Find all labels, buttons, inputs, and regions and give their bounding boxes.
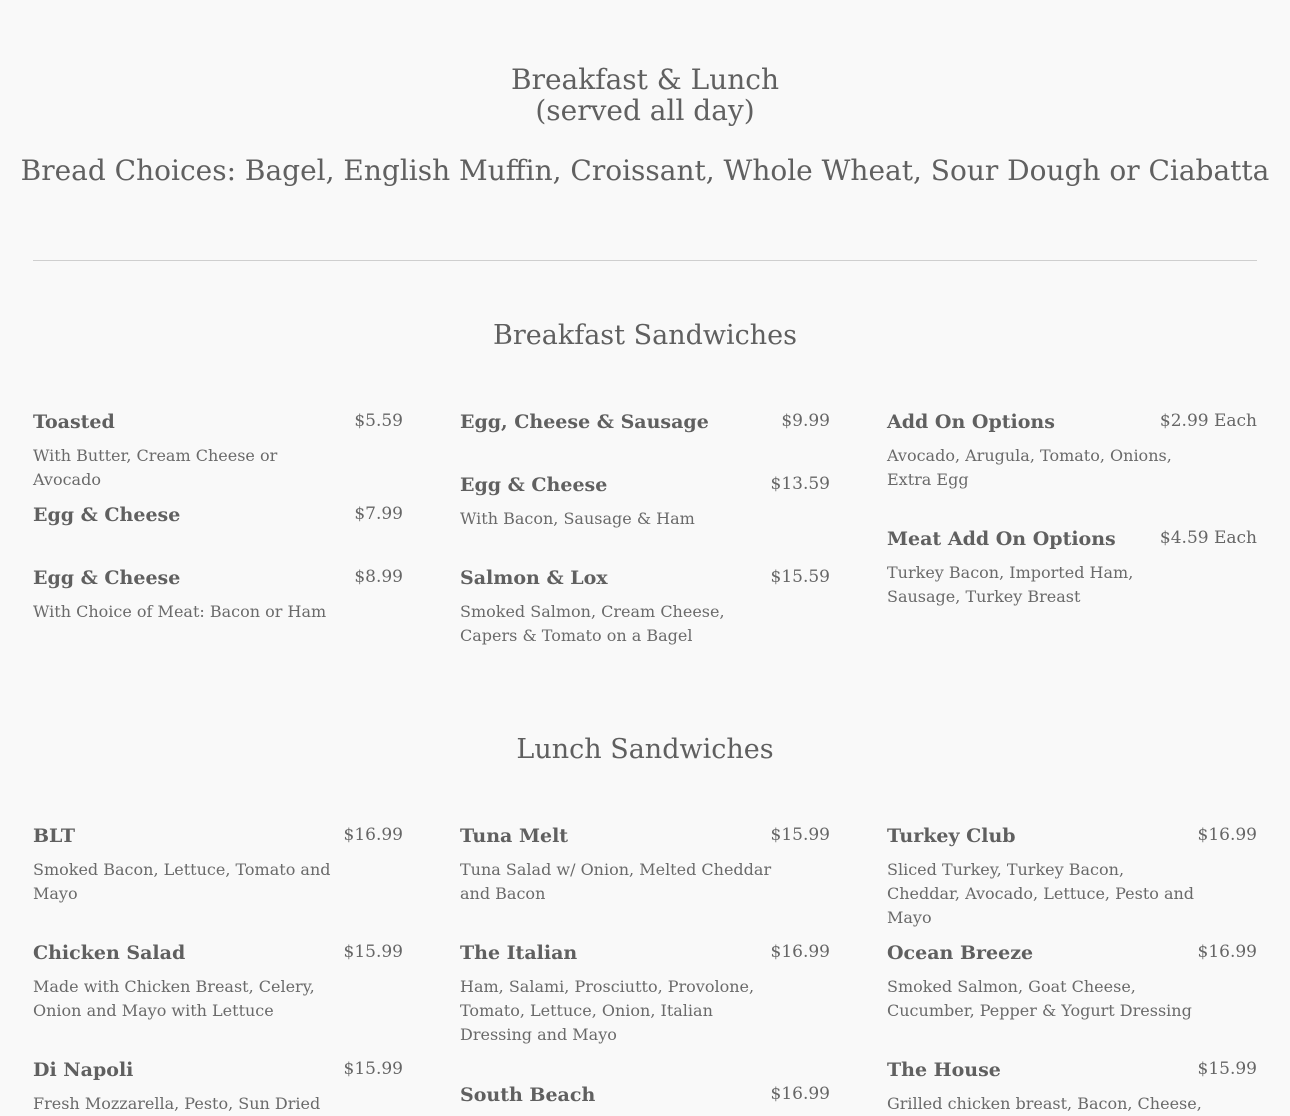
menu-item	[460, 474, 830, 531]
item-price: $16.99	[343, 825, 403, 845]
menu-item	[460, 567, 830, 648]
item-name: Tuna Melt	[460, 825, 569, 847]
item-price: $15.99	[770, 825, 830, 845]
menu-item	[887, 1059, 1257, 1116]
item-price: $4.59 Each	[1159, 528, 1257, 548]
item-name: The House	[887, 1059, 1001, 1081]
menu-item	[460, 411, 830, 439]
item-name: Add On Options	[887, 411, 1055, 433]
item-description: Sliced Turkey, Turkey Bacon, Cheddar, Avocado, Lettuce, Pesto and Mayo	[887, 860, 1195, 927]
menu-item	[460, 942, 830, 1047]
item-description: With Choice of Meat: Bacon or Ham	[33, 602, 327, 621]
section-divider	[33, 260, 1257, 261]
item-name: Egg & Cheese	[33, 504, 181, 526]
item-price: $5.59	[354, 411, 403, 431]
item-price: $15.99	[1197, 1059, 1257, 1079]
item-price: $15.99	[343, 1059, 403, 1079]
menu-item	[887, 942, 1257, 1023]
menu-item	[887, 528, 1257, 609]
item-name: Chicken Salad	[33, 942, 186, 964]
item-name: Egg & Cheese	[460, 474, 608, 496]
lunch-section-title: Lunch Sandwiches	[516, 734, 774, 765]
item-name: South Beach	[460, 1084, 596, 1106]
item-price: $13.59	[770, 474, 830, 494]
item-description: Smoked Bacon, Lettuce, Tomato and Mayo	[33, 860, 331, 903]
menu-item	[33, 825, 403, 906]
item-price: $16.99	[770, 942, 830, 962]
menu-subheading: (served all day)	[535, 94, 755, 127]
item-description: Ham, Salami, Prosciutto, Provolone, Tomato, Lettuce, Onion, Italian Dressing and Mayo	[460, 977, 755, 1044]
item-name: Di Napoli	[33, 1059, 134, 1081]
bread-choices: Bread Choices: Bagel, English Muffin, Croissant, Whole Wheat, Sour Dough or Ciabatta	[20, 154, 1270, 187]
item-description: Fresh Mozzarella, Pesto, Sun Dried	[33, 1094, 321, 1113]
item-description: Grilled chicken breast, Bacon, Cheese,	[887, 1094, 1202, 1113]
item-name: Egg & Cheese	[33, 567, 181, 589]
item-price: $15.99	[343, 942, 403, 962]
menu-item	[460, 825, 830, 906]
item-description: Avocado, Arugula, Tomato, Onions, Extra Egg	[887, 446, 1172, 489]
item-description: With Butter, Cream Cheese or Avocado	[33, 446, 278, 489]
item-description: Turkey Bacon, Imported Ham, Sausage, Turkey Breast	[887, 563, 1134, 606]
menu-item	[33, 504, 403, 532]
item-name: Egg, Cheese & Sausage	[460, 411, 709, 433]
menu-item	[887, 825, 1257, 930]
menu-item	[33, 942, 403, 1023]
menu-item	[33, 1059, 403, 1116]
item-price: $16.99	[1197, 825, 1257, 845]
item-description: Tuna Salad w/ Onion, Melted Cheddar and Bacon	[460, 860, 772, 903]
menu-item	[33, 567, 403, 624]
item-price: $16.99	[770, 1084, 830, 1104]
item-price: $2.99 Each	[1159, 411, 1257, 431]
item-price: $7.99	[354, 504, 403, 524]
menu-heading: Breakfast & Lunch	[511, 63, 779, 96]
menu-item	[887, 411, 1257, 492]
item-name: Salmon & Lox	[460, 567, 608, 589]
menu-item	[460, 1084, 830, 1112]
item-description: Smoked Salmon, Goat Cheese, Cucumber, Pepper & Yogurt Dressing	[887, 977, 1192, 1020]
item-description: Made with Chicken Breast, Celery, Onion and Mayo with Lettuce	[33, 977, 315, 1020]
item-name: Ocean Breeze	[887, 942, 1034, 964]
item-price: $8.99	[354, 567, 403, 587]
item-price: $15.59	[770, 567, 830, 587]
item-description: With Bacon, Sausage & Ham	[460, 509, 695, 528]
breakfast-section-title: Breakfast Sandwiches	[493, 320, 797, 351]
item-name: Meat Add On Options	[887, 528, 1116, 550]
item-price: $9.99	[781, 411, 830, 431]
menu-item	[33, 411, 403, 492]
item-name: Turkey Club	[887, 825, 1016, 847]
item-name: BLT	[33, 825, 76, 847]
item-price: $16.99	[1197, 942, 1257, 962]
item-name: The Italian	[460, 942, 578, 964]
item-description: Smoked Salmon, Cream Cheese, Capers & Tomato on a Bagel	[460, 602, 725, 645]
item-name: Toasted	[33, 411, 115, 433]
